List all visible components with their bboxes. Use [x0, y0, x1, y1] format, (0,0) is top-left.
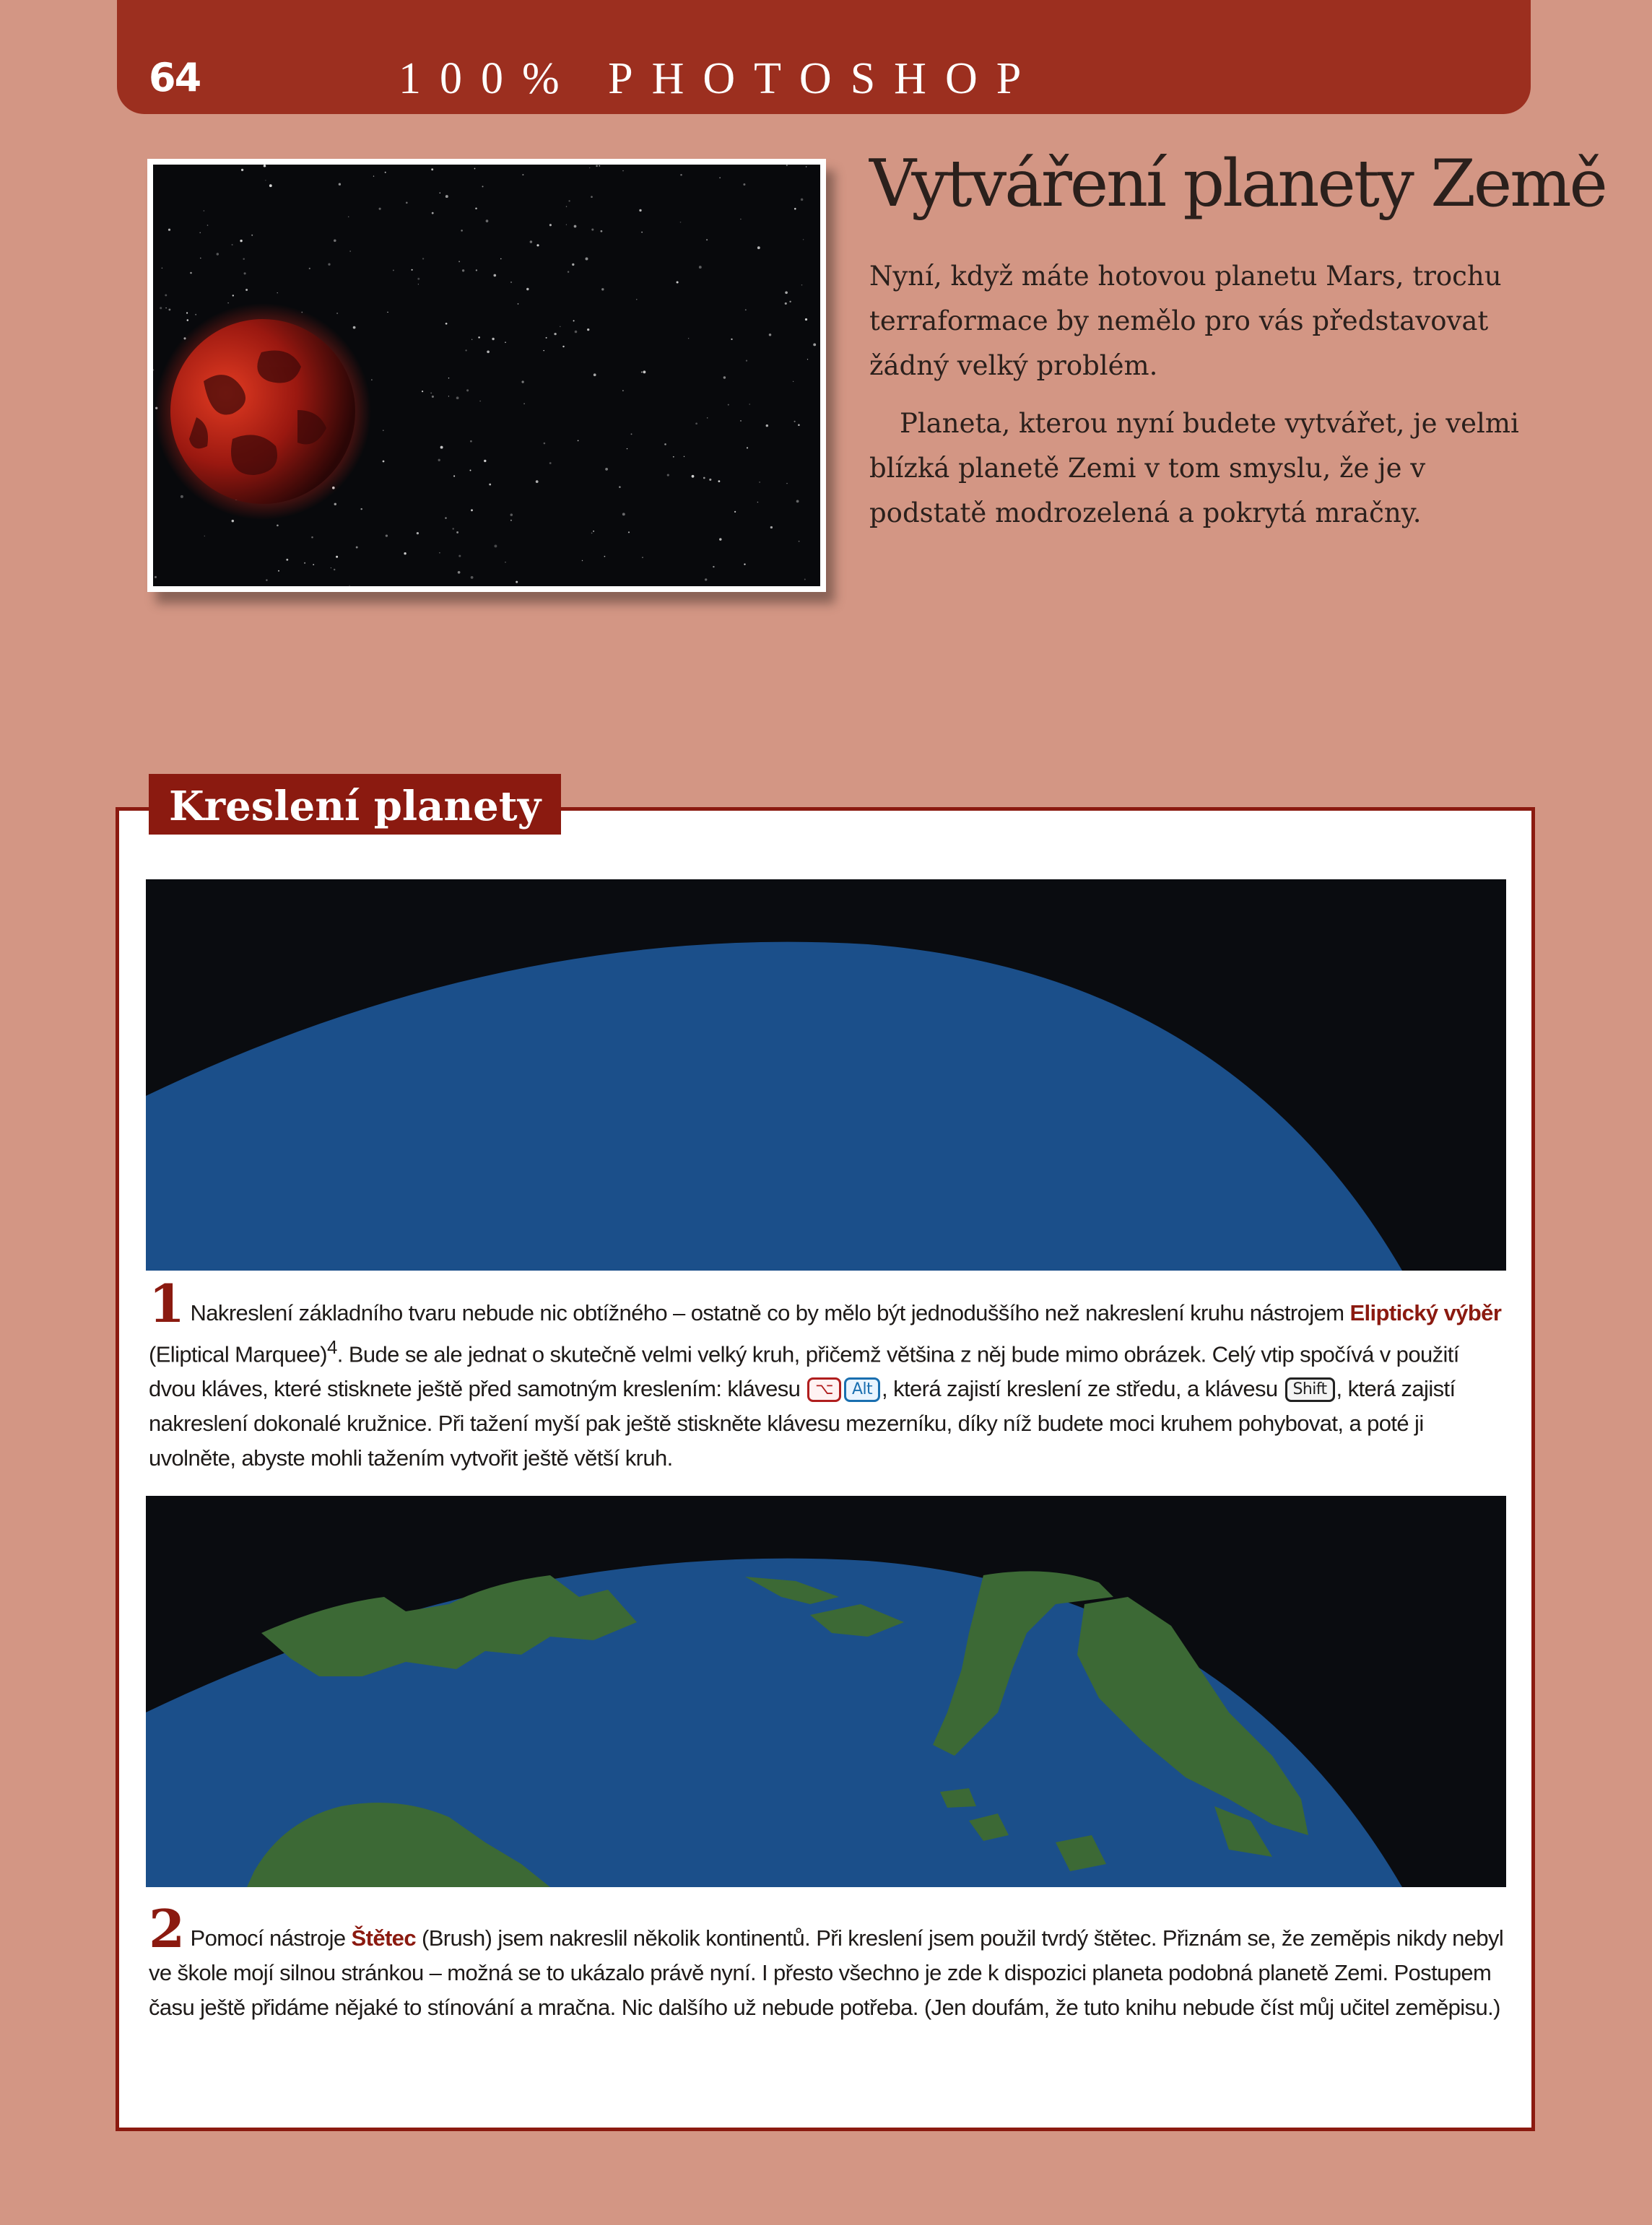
star [479, 401, 481, 402]
star [251, 235, 253, 236]
star [622, 390, 623, 391]
star [232, 244, 233, 245]
book-title: 100% PHOTOSHOP [399, 54, 1040, 103]
star [746, 360, 747, 361]
star [707, 417, 708, 418]
star [187, 319, 189, 321]
star [492, 338, 494, 340]
star [217, 253, 219, 255]
star [718, 480, 721, 482]
star [805, 318, 807, 321]
star [786, 165, 788, 166]
star [422, 391, 423, 392]
star [664, 443, 666, 445]
star [356, 547, 358, 549]
star [568, 271, 569, 272]
star [731, 339, 732, 340]
star [168, 229, 170, 231]
star [793, 381, 794, 382]
star [596, 165, 598, 167]
star [155, 576, 157, 578]
star [605, 468, 608, 471]
star [379, 208, 381, 210]
star [431, 168, 433, 170]
step-1-text-d: , která zajistí kreslení ze středu, a klávesu [882, 1376, 1284, 1402]
star [680, 174, 682, 176]
star [445, 517, 446, 518]
star [232, 295, 234, 296]
star [277, 524, 279, 526]
star [304, 562, 305, 564]
star [232, 520, 234, 522]
star [692, 475, 695, 478]
star [619, 486, 621, 488]
star [591, 533, 593, 534]
page-title: Vytváření planety Země [869, 146, 1606, 222]
intro-paragraph-1: Nyní, když máte hotovou planetu Mars, trochu terraformace by nemělo pro vás představovat žádný velký problém. [869, 261, 1502, 381]
star [543, 350, 544, 351]
star [404, 552, 406, 554]
star [453, 475, 455, 476]
step-1-text [149, 1273, 1506, 1476]
star [510, 513, 513, 516]
star [471, 509, 473, 511]
star [806, 166, 807, 167]
star [432, 396, 434, 398]
star [373, 175, 374, 176]
star [544, 443, 546, 445]
step-1-text-b: (Eliptical Marquee) [149, 1341, 328, 1367]
star [813, 343, 816, 346]
star [680, 222, 682, 223]
star [162, 268, 163, 269]
star [740, 219, 742, 220]
star [461, 230, 463, 232]
star [207, 225, 209, 226]
star [476, 269, 477, 271]
star [530, 240, 533, 243]
star [709, 479, 711, 481]
star [734, 511, 736, 513]
star [673, 456, 674, 458]
step-2-number: 2 [149, 1898, 185, 1959]
star [745, 309, 747, 310]
step-1-text-a: Nakreslení základního tvaru nebude nic obtížného – ostatně co by mělo být jednoduššího než nakreslení kruhu nástrojem [190, 1300, 1350, 1325]
star [484, 460, 486, 462]
option-key-icon: ⌥ [807, 1377, 841, 1402]
star [240, 240, 242, 242]
step-1-number: 1 [149, 1273, 185, 1334]
star [574, 225, 577, 228]
star [243, 258, 244, 259]
shift-key-icon: Shift [1285, 1377, 1335, 1402]
star [168, 308, 170, 310]
star [165, 294, 167, 296]
star [639, 209, 641, 212]
star [456, 396, 459, 399]
star [471, 576, 474, 579]
star [204, 210, 205, 212]
star [518, 303, 519, 305]
star [523, 403, 525, 404]
star [747, 447, 748, 448]
star [769, 334, 772, 336]
star [465, 349, 466, 351]
star [521, 380, 523, 383]
star [573, 320, 575, 321]
star [546, 337, 547, 339]
star [466, 389, 469, 391]
star [353, 326, 356, 329]
star [572, 264, 574, 266]
star [719, 538, 721, 540]
star [406, 201, 408, 204]
step-1-text-e: , která zajistí nakreslení dokonalé kružnice. Při tažení myší pak ještě stiskněte klávesu mezerníku, díky níž budete moci kruhem pohybovat, a poté ji uvolněte, abyste mohli tažením vytvořit ještě větší kruh. [149, 1376, 1456, 1471]
star [757, 246, 760, 249]
star [334, 569, 335, 570]
star [804, 579, 806, 580]
intro-paragraph-2: Planeta, kterou nyní budete vytvářet, je velmi blízká planetě Zemi v tom smyslu, že je v podstatě modrozelená a pokrytá mračny. [869, 408, 1519, 528]
star [688, 338, 689, 339]
page-number: 64 [149, 55, 201, 100]
star [386, 534, 388, 536]
star [601, 288, 604, 290]
star [430, 392, 432, 393]
star [526, 288, 529, 290]
star [796, 500, 799, 503]
star [794, 421, 796, 422]
star [438, 459, 440, 461]
star [445, 323, 448, 325]
star [269, 184, 272, 187]
star [505, 341, 506, 343]
star [339, 183, 341, 186]
star [360, 508, 362, 510]
star [536, 480, 539, 483]
star [723, 376, 726, 378]
star [743, 183, 745, 186]
star [309, 268, 310, 269]
star [195, 314, 196, 315]
step-2-figure [146, 1496, 1506, 1887]
step-2-text-a: Pomocí nástroje [190, 1925, 352, 1951]
star [591, 196, 593, 198]
star [371, 379, 372, 380]
star [186, 312, 188, 313]
star [313, 564, 314, 565]
star [336, 313, 338, 314]
star [801, 199, 804, 201]
star [278, 570, 279, 572]
star [601, 230, 603, 232]
star [713, 566, 714, 567]
star [703, 477, 705, 479]
star [393, 269, 394, 271]
star [770, 526, 773, 528]
star [593, 531, 594, 532]
star [456, 531, 458, 534]
star [336, 556, 338, 558]
star [227, 302, 228, 303]
tool-elliptical-marquee: Eliptický výběr [1349, 1300, 1502, 1325]
star [522, 174, 523, 175]
star [417, 532, 419, 534]
star [494, 544, 497, 547]
intro-image-frame [147, 159, 826, 592]
star [594, 373, 596, 376]
step-2-text [149, 1898, 1506, 2025]
star [190, 272, 192, 274]
star [458, 555, 461, 557]
star [334, 240, 336, 243]
star [385, 172, 386, 173]
star [474, 168, 476, 170]
star [348, 216, 349, 217]
star [432, 212, 434, 214]
star [245, 289, 248, 291]
star [766, 424, 768, 427]
star [587, 328, 589, 331]
star [622, 170, 624, 172]
star [160, 307, 162, 309]
star [328, 264, 330, 266]
mars-planet-starfield-image [153, 165, 820, 586]
star [470, 470, 471, 471]
star [536, 244, 539, 246]
step-1-figure [146, 879, 1506, 1271]
star [641, 232, 643, 233]
star [439, 552, 440, 554]
star [489, 484, 491, 486]
star [244, 272, 246, 274]
star [799, 541, 800, 542]
star [807, 359, 808, 360]
star [266, 579, 267, 580]
star [500, 258, 501, 259]
star [794, 208, 796, 210]
star [462, 269, 464, 271]
star [452, 528, 453, 529]
star [200, 258, 201, 259]
star [582, 560, 583, 561]
star [798, 424, 800, 426]
star [740, 420, 742, 422]
alt-key-icon: Alt [844, 1377, 880, 1402]
star [510, 520, 512, 521]
star [549, 462, 552, 464]
star [165, 308, 167, 309]
star [789, 301, 791, 302]
star [641, 371, 643, 373]
star [487, 350, 490, 353]
star [383, 461, 385, 463]
star [286, 559, 288, 561]
star [803, 239, 804, 240]
tool-brush: Štětec [351, 1925, 416, 1951]
star [699, 266, 702, 269]
star [277, 292, 278, 293]
star [486, 219, 489, 222]
step-1-text-c: . Bude se ale jednat o skutečně velmi velký kruh, přičemž většina z něj bude mimo obrázek. Celý vtip spočívá v použití dvou kláves, které stisknete ještě před samotným kreslením: klávesu [149, 1341, 1459, 1402]
star [417, 278, 419, 280]
star [549, 224, 552, 226]
footnote-marker: 4 [327, 1338, 337, 1358]
star [586, 258, 588, 261]
star [759, 482, 760, 483]
star [785, 302, 787, 305]
star [181, 495, 183, 498]
star [578, 440, 579, 442]
star [636, 299, 637, 300]
star [445, 195, 448, 198]
star [599, 165, 600, 167]
star [510, 282, 512, 283]
star [311, 536, 313, 539]
star [458, 571, 461, 574]
star [470, 440, 472, 443]
section-heading: Kreslení planety [149, 774, 561, 835]
star [631, 433, 632, 435]
star [422, 258, 424, 259]
star [604, 556, 606, 557]
star [643, 370, 645, 373]
star [785, 291, 788, 294]
page-header [117, 0, 1531, 114]
star [562, 346, 564, 347]
star [575, 331, 578, 334]
star [591, 228, 594, 230]
star [440, 446, 443, 449]
star [728, 404, 729, 406]
star [568, 200, 570, 201]
star [412, 269, 413, 271]
star [471, 339, 472, 340]
star [706, 239, 708, 240]
star [241, 169, 243, 171]
star [705, 578, 707, 580]
star [478, 336, 480, 339]
star [589, 167, 590, 168]
star [482, 186, 484, 187]
step-2-text-b: (Brush) jsem nakreslil několik kontinentů. Při kreslení jsem použil tvrdý štětec. Přiznám se, že zeměpis nikdy nebyl ve škole mojí silnou stránkou – možná se to ukázalo právě nyní. I přesto všechno je zde k dispozici planeta podobná planetě Zemi. Postupem času ještě přidáme nějaké to stínování a mračna. Nic dalšího už nebude potřeba. (Jen doufám, že tuto knihu nebude číst můj učitel zeměpisu.) [149, 1925, 1504, 2020]
star [199, 232, 200, 233]
star [628, 531, 630, 533]
star [667, 474, 669, 476]
star [695, 422, 697, 424]
star [801, 284, 803, 286]
star [786, 483, 787, 484]
star [516, 581, 518, 583]
star [744, 563, 745, 565]
star [334, 503, 336, 505]
star [264, 165, 266, 167]
star [493, 274, 496, 277]
star [622, 513, 625, 515]
star [475, 208, 477, 210]
star [677, 281, 679, 283]
star [387, 312, 388, 313]
star [554, 333, 556, 335]
star [458, 261, 460, 262]
